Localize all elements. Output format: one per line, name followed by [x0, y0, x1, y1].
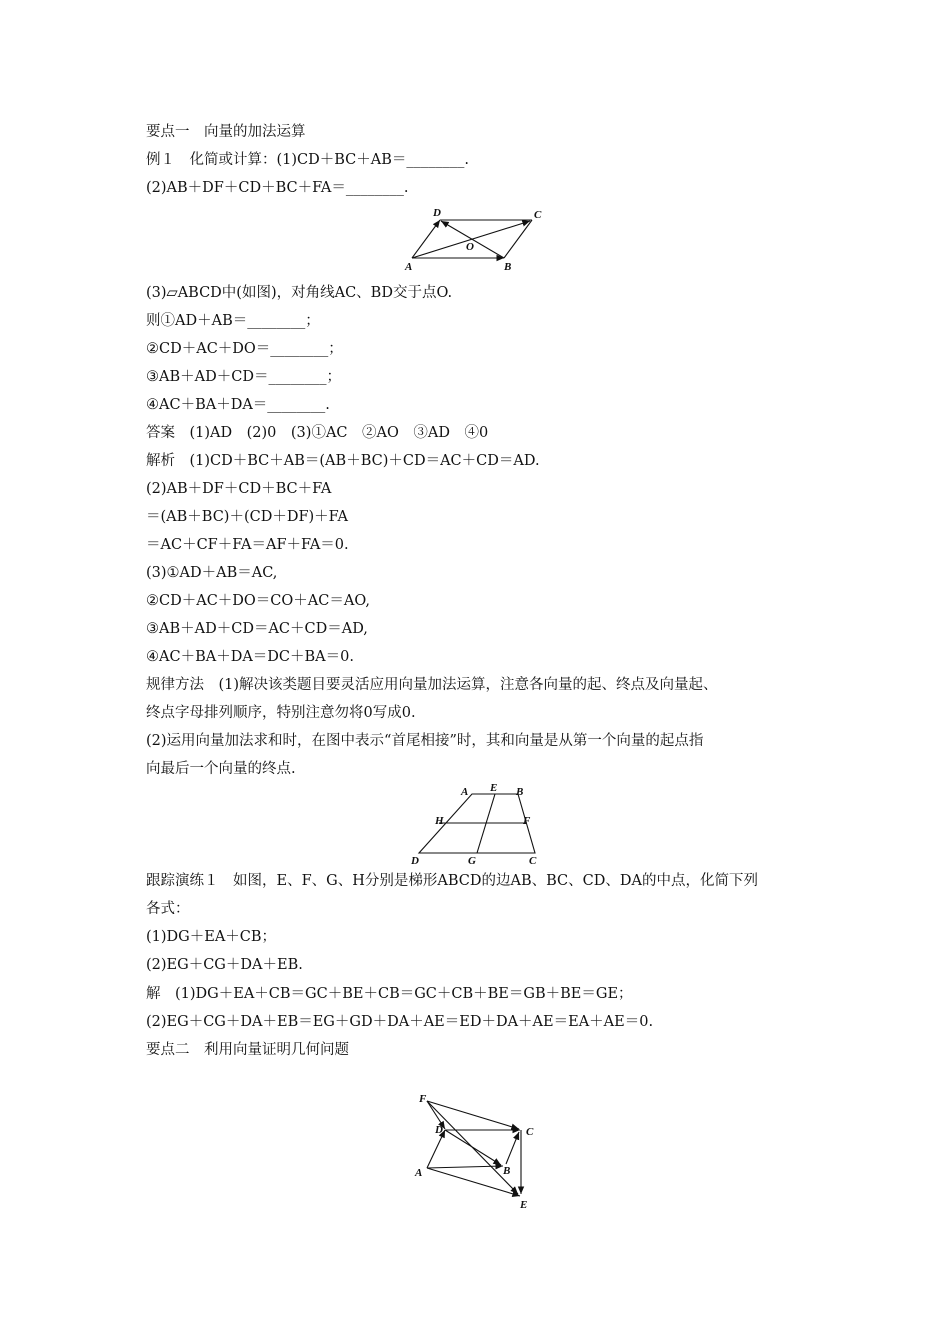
sub-question-3: ③AB＋AD＋CD＝________； [146, 369, 341, 385]
practice-item-2: (2)EG＋CG＋DA＋EB. [146, 957, 303, 973]
label-b: B [516, 786, 524, 798]
label-g: G [468, 855, 476, 867]
label-f: F [419, 1093, 427, 1105]
sub-question-2: ②CD＋AC＋DO＝________； [146, 341, 343, 357]
solution-line-1: 解 (1)DG＋EA＋CB＝GC＋BE＋CB＝GC＋CB＋BE＝GB＋BE＝GE； [146, 986, 633, 1002]
label-e: E [490, 782, 498, 794]
section-heading-1: 要点一 向量的加法运算 [146, 124, 306, 140]
label-a: A [461, 786, 469, 798]
label-b: B [503, 1165, 511, 1177]
analysis-line-2: (2)AB＋DF＋CD＋BC＋FA [146, 481, 332, 497]
label-e: E [520, 1199, 528, 1211]
method-line-4: 向最后一个向量的终点. [146, 761, 296, 777]
vector-bc [506, 1132, 519, 1164]
label-d: D [435, 1124, 443, 1136]
sub-question-4: ④AC＋BA＋DA＝________. [146, 397, 330, 413]
label-c: C [526, 1126, 534, 1138]
label-c: C [534, 209, 542, 221]
label-c: C [529, 855, 537, 867]
example-1-line: 例１ 化简或计算：(1)CD＋BC＋AB＝________. [146, 152, 470, 168]
method-line-1: 规律方法 (1)解决该类题目要灵活应用向量加法运算，注意各向量的起、终点及向量起、 [146, 677, 718, 693]
solution-line-2: (2)EG＋CG＋DA＋EB＝EG＋GD＋DA＋AE＝ED＋DA＋AE＝EA＋AE＝0. [146, 1014, 654, 1030]
segment-bc [504, 220, 532, 258]
analysis-line-5: (3)①AD＋AB＝AC, [146, 565, 278, 581]
analysis-line-4: ＝AC＋CF＋FA＝AF＋FA＝0. [146, 537, 349, 553]
label-a: A [405, 261, 413, 273]
parallelogram-figure [400, 205, 555, 275]
example-1-part-2: (2)AB＋DF＋CD＋BC＋FA＝________. [146, 180, 409, 196]
trapezoid-figure [405, 780, 550, 868]
method-line-3: (2)运用向量加法求和时，在图中表示“首尾相接”时，其和向量是从第一个向量的起点指 [146, 733, 704, 749]
practice-line-1: 跟踪演练１ 如图，E、F、G、H分别是梯形ABCD的边AB、BC、CD、DA的中点，化简下列 [146, 873, 758, 889]
analysis-line-7: ③AB＋AD＋CD＝AC＋CD＝AD, [146, 621, 368, 637]
example-1-part-3: (3)▱ABCD中(如图)，对角线AC、BD交于点O. [146, 285, 453, 301]
practice-line-2: 各式： [146, 901, 190, 917]
analysis-line-6: ②CD＋AC＋DO＝CO＋AC＝AO, [146, 593, 370, 609]
label-h: H [435, 815, 444, 827]
label-d: D [411, 855, 419, 867]
analysis-line-3: ＝(AB＋BC)＋(CD＋DF)＋FA [146, 509, 348, 525]
vector-ad [412, 220, 440, 258]
label-a: A [415, 1167, 423, 1179]
label-d: D [433, 207, 441, 219]
answer-line: 答案 (1)AD (2)0 (3)①AC ②AO ③AD ④0 [146, 425, 489, 441]
method-line-2: 终点字母排列顺序，特别注意勿将0写成0. [146, 705, 416, 721]
section-heading-2: 要点二 利用向量证明几何问题 [146, 1042, 349, 1058]
label-f: F [523, 815, 531, 827]
sub-question-1: 则①AD＋AB＝________； [146, 313, 320, 329]
label-b: B [504, 261, 512, 273]
practice-item-1: (1)DG＋EA＋CB； [146, 929, 277, 945]
quadrilateral-figure [405, 1088, 555, 1213]
analysis-line-8: ④AC＋BA＋DA＝DC＋BA＝0. [146, 649, 354, 665]
analysis-line-1: 解析 (1)CD＋BC＋AB＝(AB＋BC)＋CD＝AC＋CD＝AD. [146, 453, 540, 469]
label-o: O [466, 241, 474, 253]
